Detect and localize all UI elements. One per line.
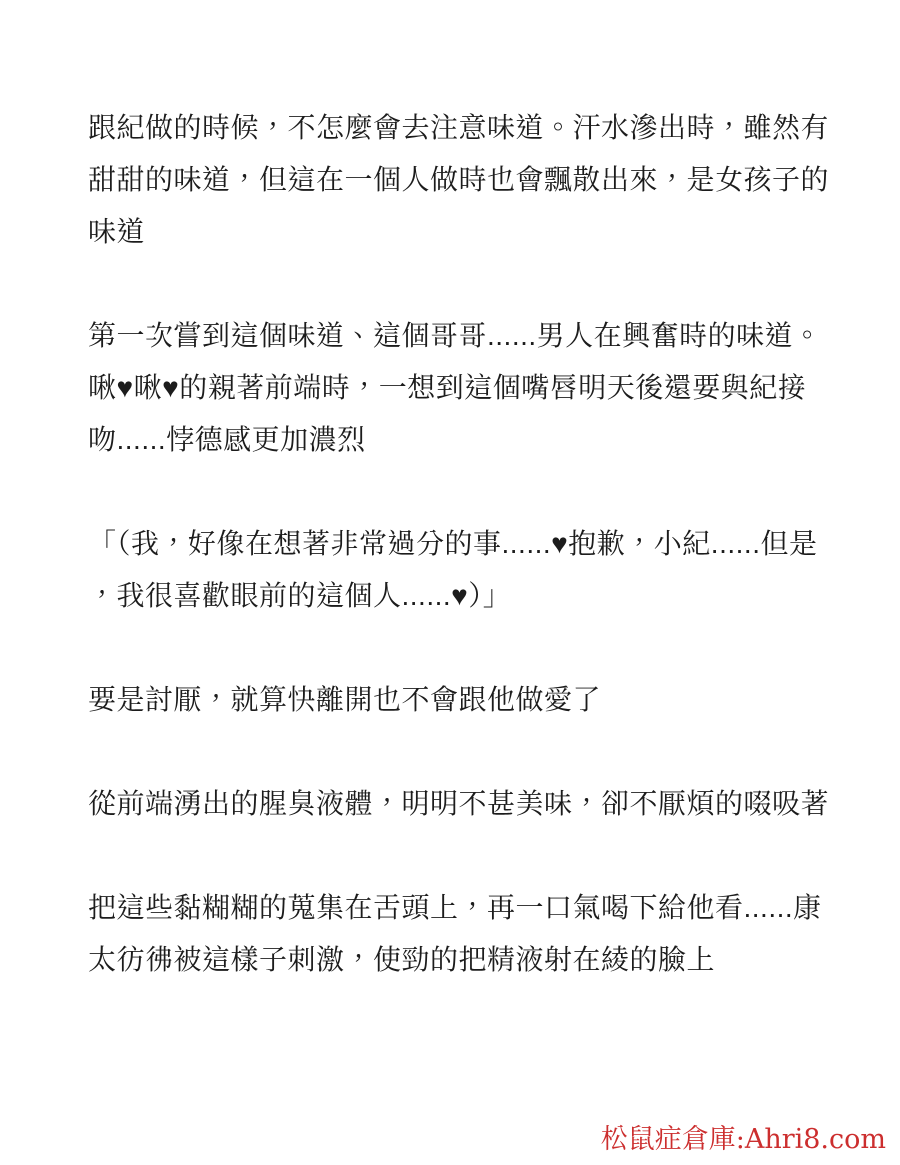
text-line: 要是討厭，就算快離開也不會跟他做愛了: [88, 684, 602, 715]
paragraph: [88, 102, 868, 258]
text-line: 跟紀做的時候，不怎麼會去注意味道。汗水滲出時，雖然有: [88, 112, 830, 143]
text-line: 第一次嘗到這個味道、這個哥哥......男人在興奮時的味道。: [88, 320, 822, 351]
text-line: ，我很喜歡眼前的這個人......♥）」: [88, 580, 512, 611]
text-block: [88, 102, 868, 986]
text-line: 甜甜的味道，但這在一個人做時也會飄散出來，是女孩子的: [88, 164, 830, 195]
text-line: 「（我，好像在想著非常過分的事......♥抱歉，小紀......但是: [88, 528, 818, 559]
text-line: 太彷彿被這樣子刺激，使勁的把精液射在綾的臉上: [88, 944, 716, 975]
text-line: 味道: [88, 216, 146, 247]
paragraph: [88, 778, 868, 830]
text-line: 從前端湧出的腥臭液體，明明不甚美味，卻不厭煩的啜吸著: [88, 788, 830, 819]
watermark: 松鼠症倉庫:Ahri8.com: [600, 1124, 886, 1155]
text-line: 啾♥啾♥的親著前端時，一想到這個嘴唇明天後還要與紀接: [88, 372, 807, 403]
paragraph: [88, 518, 868, 622]
paragraph: [88, 882, 868, 986]
text-line: 把這些黏糊糊的蒐集在舌頭上，再一口氣喝下給他看......康: [88, 892, 822, 923]
paragraph: [88, 310, 868, 466]
text-line: 吻......悖德感更加濃烈: [88, 424, 366, 455]
paragraph: [88, 674, 868, 726]
